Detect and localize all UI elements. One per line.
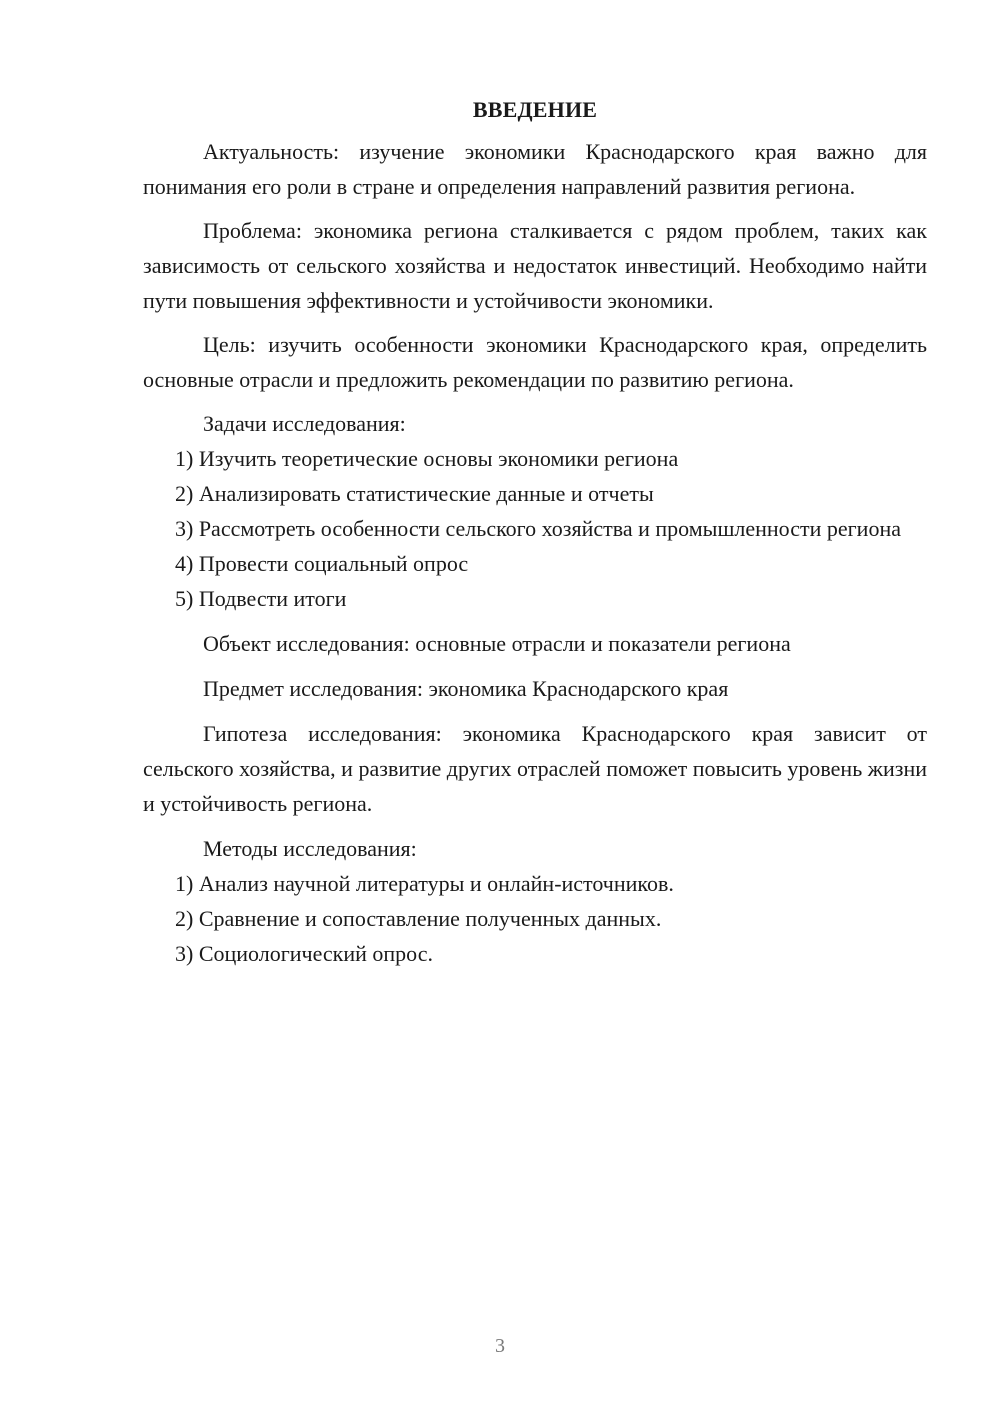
method-item: 3) Социологический опрос. [175, 941, 433, 966]
research-object: Объект исследования: основные отрасли и показатели региона [203, 631, 791, 656]
task-item: 5) Подвести итоги [175, 586, 347, 611]
task-item: 1) Изучить теоретические основы экономики региона [175, 446, 679, 471]
problem-paragraph: Проблема: экономика региона сталкивается с рядом проблем, таких как зависимость от сельского хозяйства и недостаток инвестиций. Необходимо найти пути повышения эффективности и устойчивости экономики. [143, 218, 927, 313]
research-hypothesis: Гипотеза исследования: экономика Краснодарского края зависит от сельского хозяйства, и развитие других отраслей поможет повысить уровень жизни и устойчивость региона. [143, 721, 927, 816]
page-title: ВВЕДЕНИЕ [472, 97, 598, 122]
task-item: 4) Провести социальный опрос [175, 551, 469, 576]
tasks-heading: Задачи исследования: [203, 411, 406, 436]
method-item: 1) Анализ научной литературы и онлайн-источников. [175, 871, 674, 896]
methods-heading: Методы исследования: [203, 836, 417, 861]
page-number: 3 [495, 1335, 505, 1357]
goal-paragraph: Цель: изучить особенности экономики Краснодарского края, определить основные отрасли и предложить рекомендации по развитию региона. [143, 332, 927, 392]
relevance-paragraph: Актуальность: изучение экономики Краснодарского края важно для понимания его роли в стране и определения направлений развития региона. [143, 139, 927, 199]
task-item: 3) Рассмотреть особенности сельского хозяйства и промышленности региона [175, 516, 901, 541]
method-item: 2) Сравнение и сопоставление полученных данных. [175, 906, 662, 931]
task-item: 2) Анализировать статистические данные и отчеты [175, 481, 654, 506]
page-content [143, 92, 927, 971]
research-subject: Предмет исследования: экономика Краснодарского края [203, 676, 729, 701]
